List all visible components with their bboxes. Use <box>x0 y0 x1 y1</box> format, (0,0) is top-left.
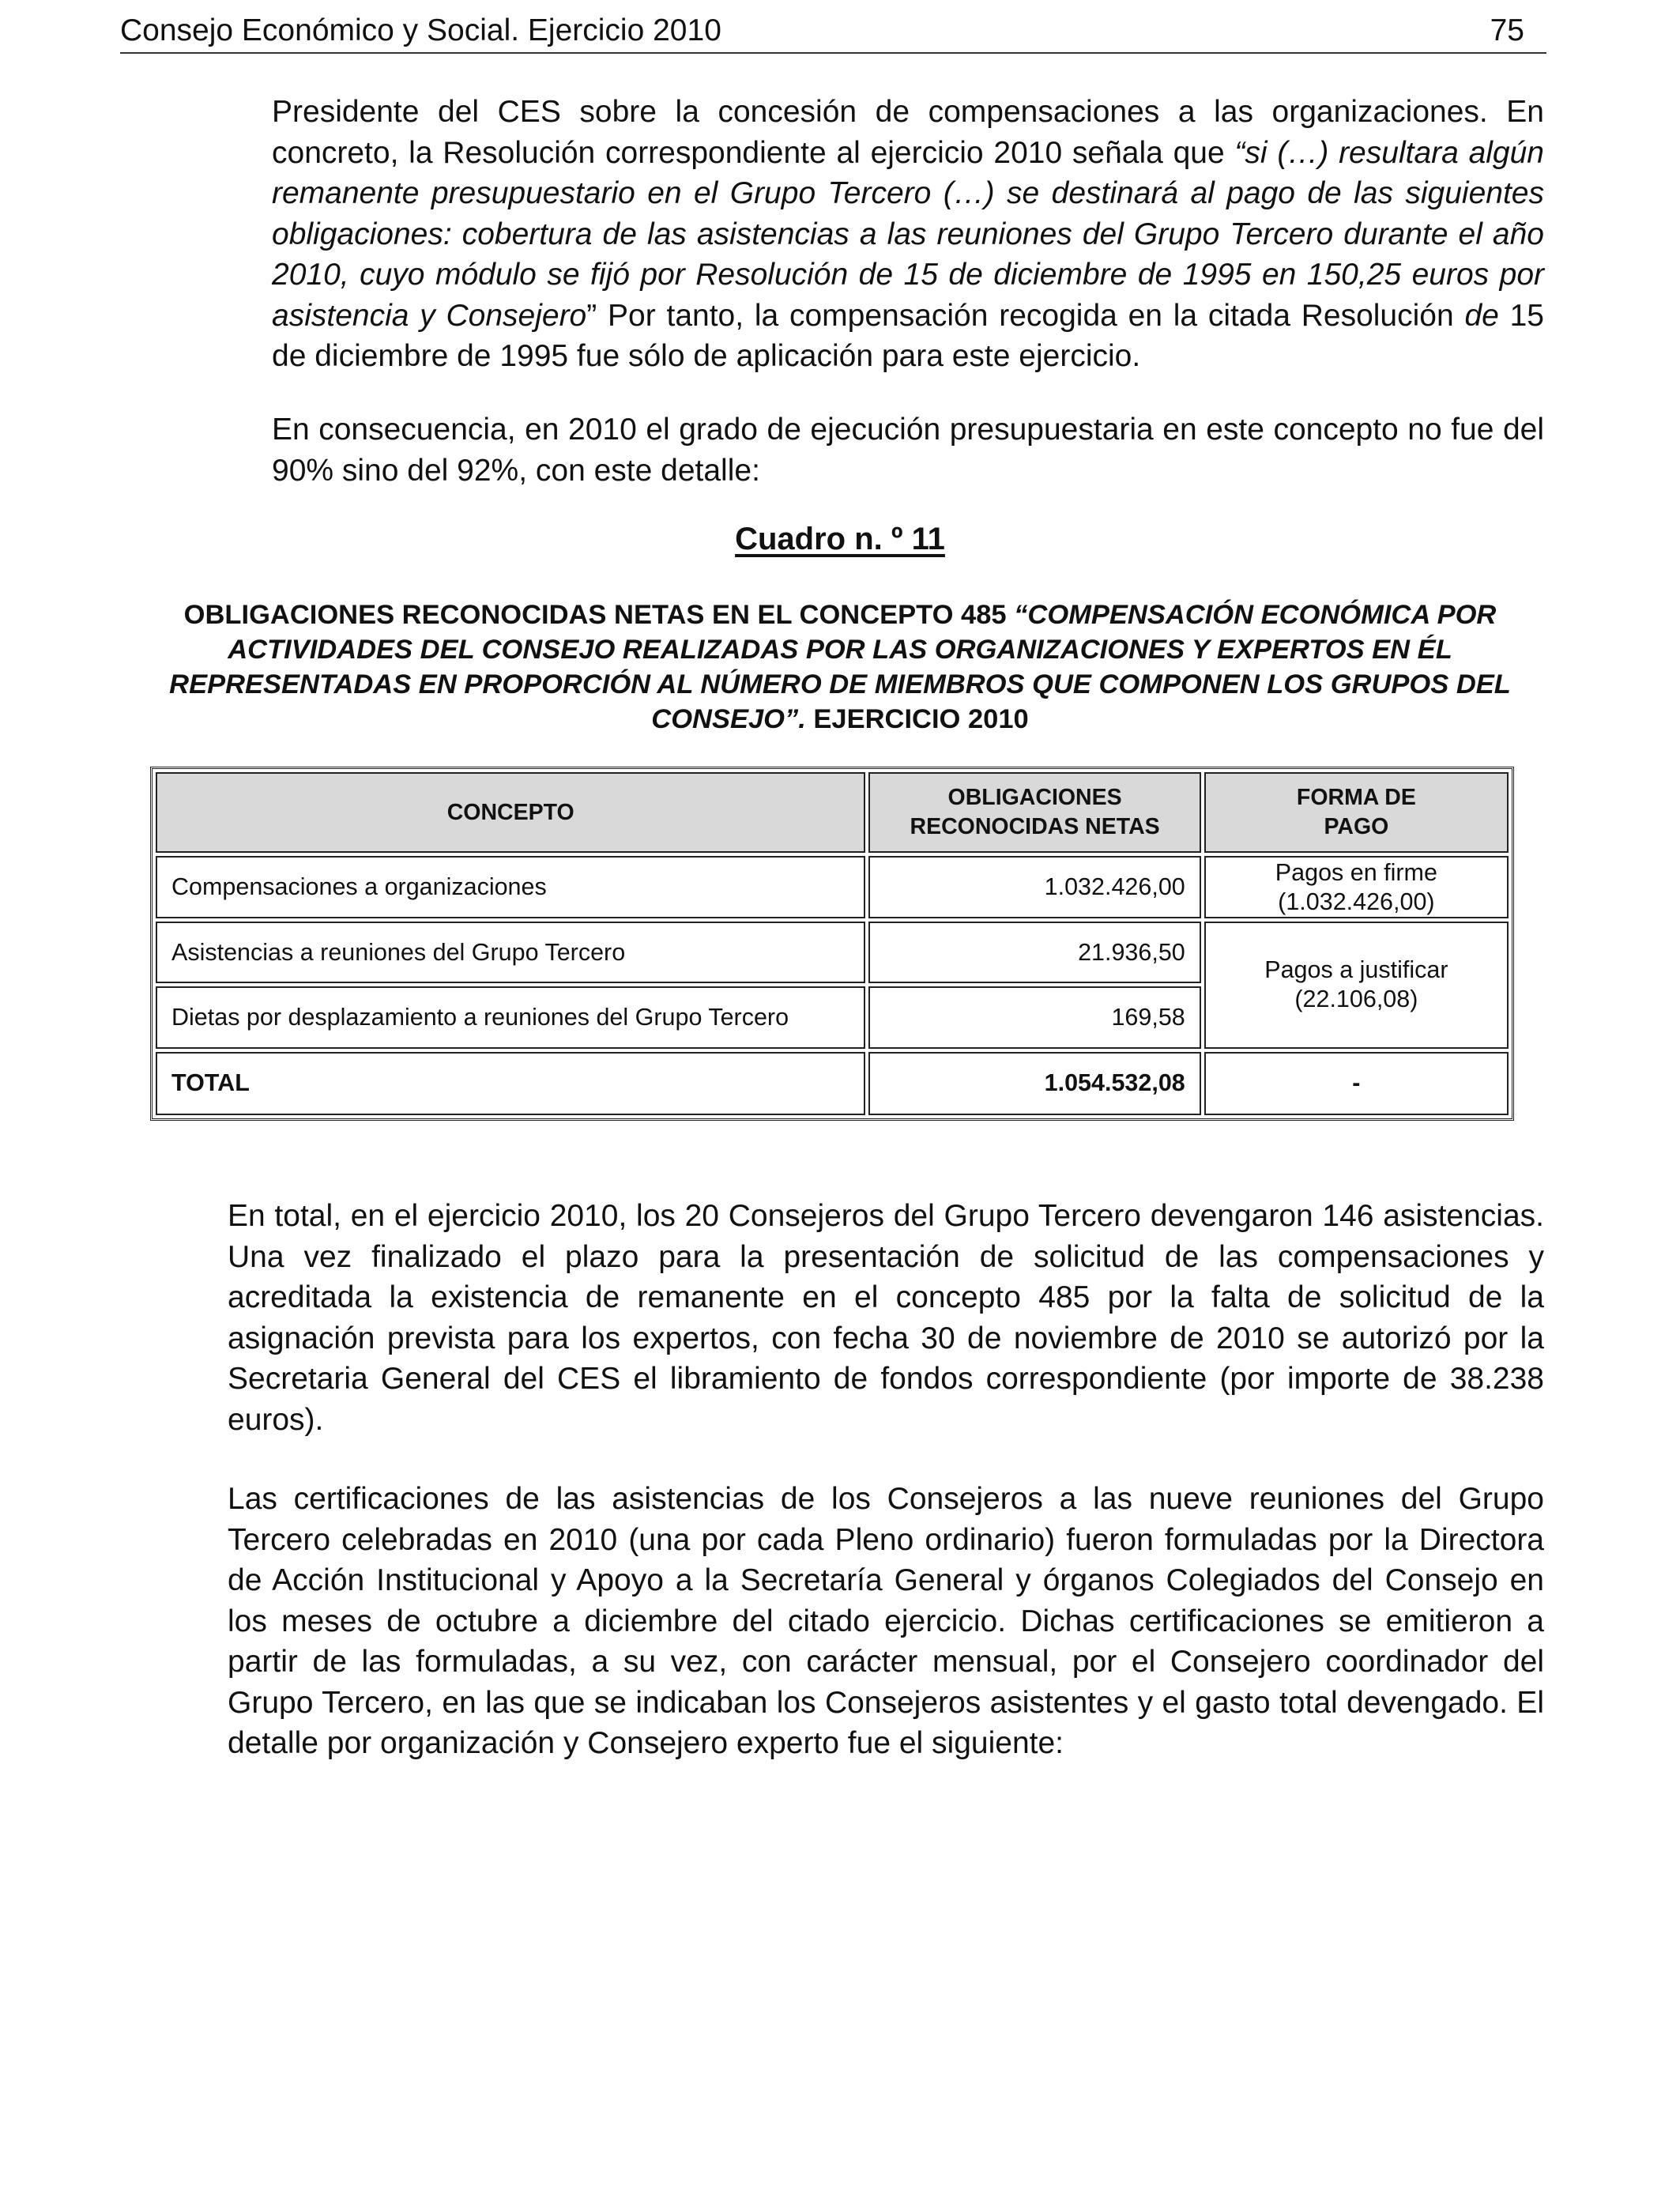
total-importe: 1.054.532,08 <box>868 1052 1200 1115</box>
running-header-title: Consejo Económico y Social. Ejercicio 2010 <box>120 13 721 47</box>
header-forma-line-2: PAGO <box>1324 814 1389 840</box>
total-concepto: TOTAL <box>156 1052 865 1115</box>
table-heading-text-2: EJERCICIO 2010 <box>805 704 1029 734</box>
table-label: Cuadro n. º 11 <box>735 522 945 556</box>
row-concepto: Asistencias a reuniones del Grupo Tercero <box>156 922 865 983</box>
pago-line-1: Pagos a justificar <box>1264 956 1448 984</box>
header-obligaciones <box>868 772 1200 853</box>
header-concepto: CONCEPTO <box>156 772 865 853</box>
pago-line-1: Pagos en firme <box>1275 858 1437 886</box>
total-paragraph: En total, en el ejercicio 2010, los 20 Consejeros del Grupo Tercero devengaron 146 asistencias. Una vez finalizado el plazo para la presentación de solicitud de las compensaciones y acreditada la existencia de remanente en el concepto 485 por la falta de solicitud de la asignación prevista para los expertos, con fecha 30 de noviembre de 2010 se autorizó por la Secretaria General del CES el libramiento de fondos correspondiente (por importe de 38.238 euros). <box>228 1199 1544 1437</box>
intro-quote: “si (…) resultara algún remanente presupuestario en el Grupo Tercero (…) se destinará al pago de las siguientes obligaciones: cobertura de las asistencias a las reuniones del Grupo Tercero durante el año 2010, cuyo módulo se fijó por Resolución de 15 de diciembre de 1995 en 150,25 euros por asistencia y Consejero <box>272 135 1544 333</box>
header-forma-pago <box>1204 772 1509 853</box>
table-header-row <box>156 772 1509 853</box>
row-concepto: Compensaciones a organizaciones <box>156 856 865 918</box>
table-heading-italic: “COMPENSACIÓN ECONÓMICA POR ACTIVIDADES DEL CONSEJO REALIZADAS POR LAS ORGANIZACIONES Y EXPERTOS EN ÉL REPRESENTADAS EN PROPORCIÓN AL NÚMERO DE MIEMBROS QUE COMPONEN LOS GRUPOS DEL CONSEJO”. <box>169 600 1511 734</box>
table-heading <box>119 598 1561 737</box>
table-heading-text-1: OBLIGACIONES RECONOCIDAS NETAS EN EL CONCEPTO 485 <box>183 600 1015 630</box>
running-header <box>120 11 1546 54</box>
table-total-row <box>156 1052 1509 1115</box>
pago-line-2: (1.032.426,00) <box>1278 888 1435 915</box>
row-importe: 169,58 <box>868 986 1200 1048</box>
consequence-paragraph: En consecuencia, en 2010 el grado de ejecución presupuestaria en este concepto no fue del 90% sino del 92%, con este detalle: <box>272 413 1544 488</box>
intro-text-3: 15 de diciembre de 1995 fue sólo de aplicación para este ejercicio. <box>272 298 1544 373</box>
table-row <box>156 922 1509 983</box>
table-row <box>156 856 1509 918</box>
header-obligaciones-line-2: RECONOCIDAS NETAS <box>910 814 1160 840</box>
header-obligaciones-line-1: OBLIGACIONES <box>947 785 1122 811</box>
certifications-paragraph: Las certificaciones de las asistencias de los Consejeros a las nueve reuniones del Grupo Tercero celebradas en 2010 (una por cada Pleno ordinario) fueron formuladas por la Directora de Acción Institucional y Apoyo a la Secretaría General y órganos Colegiados del Consejo en los meses de octubre a diciembre del citado ejercicio. Dichas certificaciones se emitieron a partir de las formuladas, a su vez, con carácter mensual, por el Consejero coordinador del Grupo Tercero, en las que se indicaban los Consejeros asistentes y el gasto total devengado. El detalle por organización y Consejero experto fue el siguiente: <box>228 1482 1544 1760</box>
obligations-table <box>150 767 1514 1121</box>
header-forma-line-1: FORMA DE <box>1296 785 1416 811</box>
total-forma-pago: - <box>1204 1052 1509 1115</box>
intro-paragraph <box>272 92 1544 377</box>
row-concepto: Dietas por desplazamiento a reuniones del Grupo Tercero <box>156 986 865 1048</box>
intro-text-2: ” Por tanto, la compensación recogida en la citada Resolución <box>586 298 1465 333</box>
pago-line-2: (22.106,08) <box>1294 986 1418 1013</box>
row-forma-pago <box>1204 922 1509 1049</box>
page-number: 75 <box>1490 13 1524 47</box>
row-importe: 1.032.426,00 <box>868 856 1200 918</box>
intro-text-1: Presidente del CES sobre la concesión de compensaciones a las organizaciones. En concreto, la Resolución correspondiente al ejercicio 2010 señala que <box>272 95 1544 170</box>
row-forma-pago <box>1204 856 1509 918</box>
row-importe: 21.936,50 <box>868 922 1200 983</box>
intro-de: de <box>1464 298 1499 333</box>
